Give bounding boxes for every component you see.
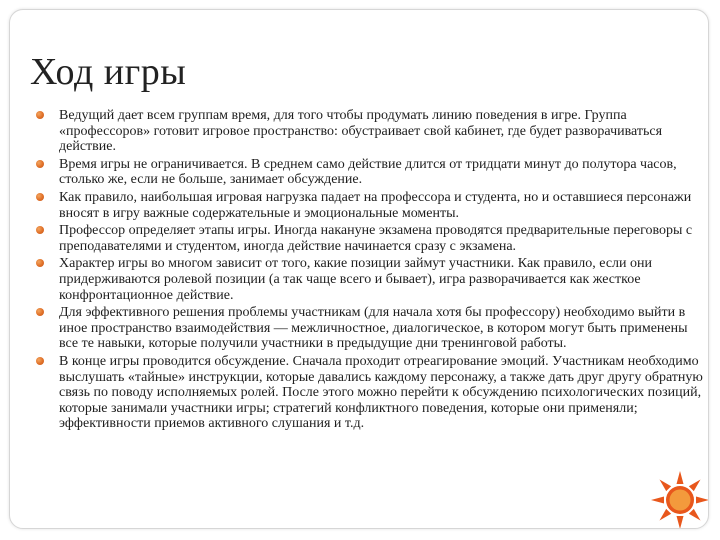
bullet-dot-icon <box>36 193 44 201</box>
bullet-item <box>34 305 706 352</box>
sun-core <box>670 490 691 511</box>
bullet-item <box>34 190 706 221</box>
bullet-text: Ведущий дает всем группам время, для того чтобы продумать линию поведения в игре. Группа «профессоров» готовит игровое пространство: обустраивает свой кабинет, где будет разворачиваться действие. <box>59 108 663 155</box>
slide <box>9 9 709 529</box>
bullet-dot-icon <box>36 111 44 119</box>
bullet-dot-icon <box>36 259 44 267</box>
bullet-dot-icon <box>36 308 44 316</box>
bullet-text: В конце игры проводится обсуждение. Сначала проходит отреагирование эмоций. Участникам необходимо выслушать «тайные» инструкции, которые давались каждому персонажу, а также дать друг другу обратную связь по поводу исполняемых ролей. После этого можно перейти к обсуждению психологических позиций, которые занимали участники игры; стратегий конфликтного поведения, которые они применяли; эффективности приемов активного слушания и т.д. <box>59 353 703 432</box>
bullet-text: Для эффективного решения проблемы участникам (для начала хотя бы профессору) необходимо выйти в иное пространство взаимодействия — межличностное, диалогическое, в котором могут быть применены все те навыки, которые получили участники в предыдущие дни тренинговой работы. <box>59 305 688 352</box>
slide-title: Ход игры <box>30 51 187 93</box>
bullet-text: Как правило, наибольшая игровая нагрузка падает на профессора и студента, но и оставшиеся персонажи вносят в игру важные содержательные и эмоциональные моменты. <box>59 189 692 221</box>
bullet-item <box>34 354 706 432</box>
bullet-item <box>34 157 706 188</box>
bullet-text: Профессор определяет этапы игры. Иногда накануне экзамена проводятся предварительные переговоры с преподавателями и студентом, иногда действие начинается сразу с экзамена. <box>59 223 693 254</box>
bullet-text: Характер игры во многом зависит от того, какие позиции займут участники. Как правило, если они придерживаются ролевой позиции (а так чаще всего и бывает), игра разворачивается как жесткое конфронтационное действие. <box>59 256 652 303</box>
bullet-item <box>34 223 706 254</box>
bullet-dot-icon <box>36 226 44 234</box>
bullet-dot-icon <box>36 357 44 365</box>
bullet-dot-icon <box>36 160 44 168</box>
sun-icon <box>650 470 709 529</box>
bullet-list <box>34 108 706 434</box>
bullet-text: Время игры не ограничивается. В среднем само действие длится от тридцати минут до полутора часов, столько же, если не больше, занимает обсуждение. <box>59 156 677 188</box>
bullet-item <box>34 108 706 155</box>
bullet-item <box>34 256 706 303</box>
